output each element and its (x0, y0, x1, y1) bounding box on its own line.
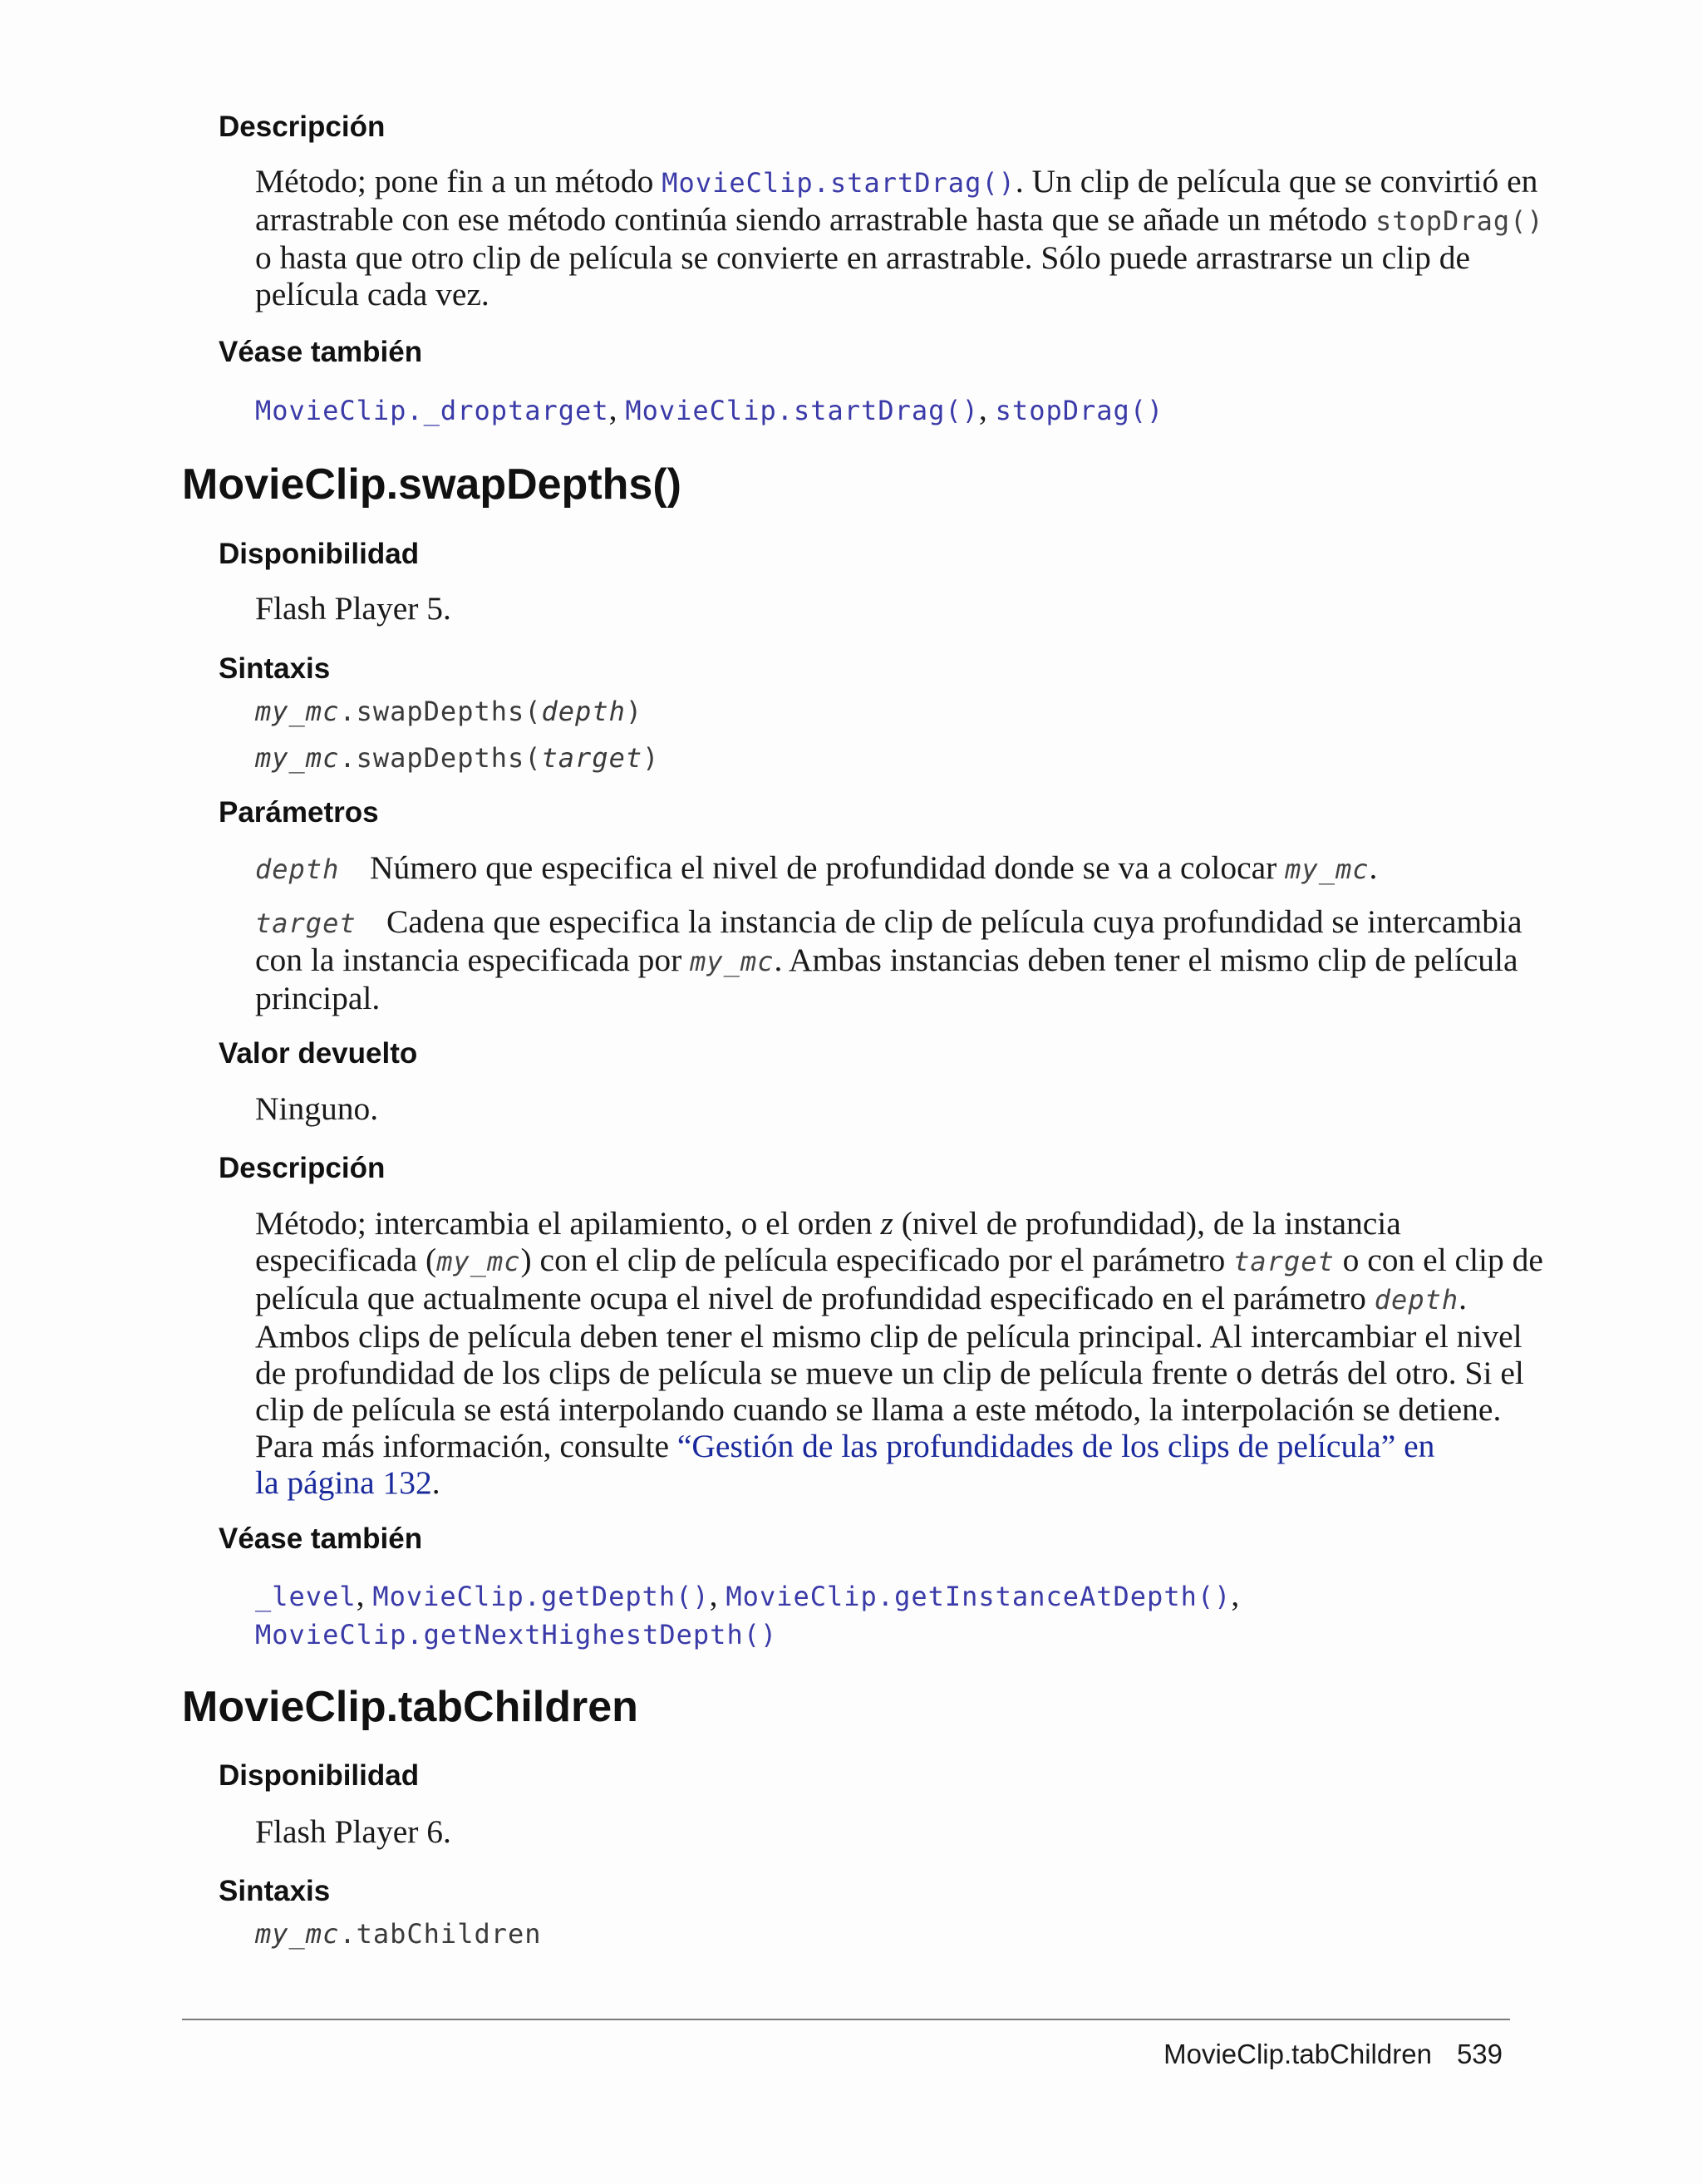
running-title: MovieClip.tabChildren (1163, 2039, 1432, 2069)
see-also-link-droptarget[interactable]: MovieClip._droptarget (255, 395, 609, 426)
section-heading-vease-tambien: Véase también (219, 336, 423, 368)
cross-reference-link[interactable]: “Gestión de las profundidades de los clips de película” en (676, 1428, 1435, 1464)
see-also-link-getinstanceatdepth[interactable]: MovieClip.getInstanceAtDepth() (726, 1581, 1232, 1612)
param-name-target: target (255, 908, 357, 939)
return-value-text: Ninguno. (255, 1090, 379, 1127)
section-heading-sintaxis: Sintaxis (219, 652, 331, 685)
code-link-startdrag[interactable]: MovieClip.startDrag() (662, 167, 1016, 199)
section-heading-disponibilidad: Disponibilidad (219, 538, 420, 570)
see-also-link-getnexthighestdepth[interactable]: MovieClip.getNextHighestDepth() (255, 1619, 778, 1650)
syntax-line-depth: my_mc.swapDepths(depth) (255, 696, 643, 727)
section-heading-descripcion: Descripción (219, 111, 386, 143)
see-also-link-level[interactable]: _level (255, 1581, 357, 1612)
page-number: 539 (1456, 2039, 1503, 2069)
section-heading-sintaxis-2: Sintaxis (219, 1875, 331, 1907)
see-also-link-stopdrag[interactable]: stopDrag() (995, 395, 1164, 426)
syntax-line-target: my_mc.swapDepths(target) (255, 742, 660, 774)
section-heading-valor-devuelto: Valor devuelto (219, 1037, 418, 1070)
see-also-list: MovieClip._droptarget, MovieClip.startDrag(), stopDrag() (255, 391, 1164, 427)
section-heading-parametros: Parámetros (219, 796, 379, 829)
parameter-depth: depth Número que especifica el nivel de profundidad donde se va a colocar my_mc. (255, 849, 1378, 886)
footer-rule (182, 2019, 1510, 2020)
entry-title-swapdepths: MovieClip.swapDepths() (182, 460, 681, 509)
see-also-link-startdrag[interactable]: MovieClip.startDrag() (625, 395, 979, 426)
page-footer (1163, 2039, 1503, 2070)
param-name-depth: depth (255, 853, 340, 885)
parameter-target: target Cadena que especifica la instancia de clip de película cuya profundidad se intercambia con la instancia especificada por my_mc. Ambas instancias deben tener el mismo clip de película principal. (255, 903, 1522, 1016)
see-also-list-swapdepths: _level, MovieClip.getDepth(), MovieClip.getInstanceAtDepth(), MovieClip.getNextHighestDepth() (255, 1577, 1240, 1650)
section-heading-descripcion-2: Descripción (219, 1152, 386, 1184)
syntax-line-tabchildren: my_mc.tabChildren (255, 1918, 542, 1950)
see-also-link-getdepth[interactable]: MovieClip.getDepth() (372, 1581, 710, 1612)
inline-code-stopdrag: stopDrag() (1375, 205, 1544, 237)
entry-title-tabchildren: MovieClip.tabChildren (182, 1683, 638, 1731)
availability-text: Flash Player 5. (255, 590, 451, 627)
section-heading-vease-tambien-2: Véase también (219, 1522, 423, 1555)
cross-reference-page-link[interactable]: la página 132 (255, 1464, 432, 1501)
description-paragraph-swapdepths: Método; intercambia el apilamiento, o el orden z (nivel de profundidad), de la instancia especificada (my_mc) con el clip de película especificado por el parámetro target o con el clip de película que actualmente ocupa el nivel de profundidad especificado en el parámetro depth. Ambos clips de película deben tener el mismo clip de película principal. Al intercambiar el nivel de profundidad de los clips de película se mueve un clip de película frente o detrás del otro. Si el clip de película se está interpolando cuando se llama a este método, la interpolación se detiene. Para más información, consulte “Gestión de las profundidades de los clips de película” en la página 132. (255, 1205, 1543, 1501)
availability-text-2: Flash Player 6. (255, 1813, 451, 1850)
description-paragraph: Método; pone fin a un método MovieClip.startDrag(). Un clip de película que se convirtió en arrastrable con ese método continúa siendo arrastrable hasta que se añade un método stopDrag() o hasta que otro clip de película se convierte en arrastrable. Sólo puede arrastrarse un clip de película cada vez. (255, 163, 1544, 312)
section-heading-disponibilidad-2: Disponibilidad (219, 1759, 420, 1792)
